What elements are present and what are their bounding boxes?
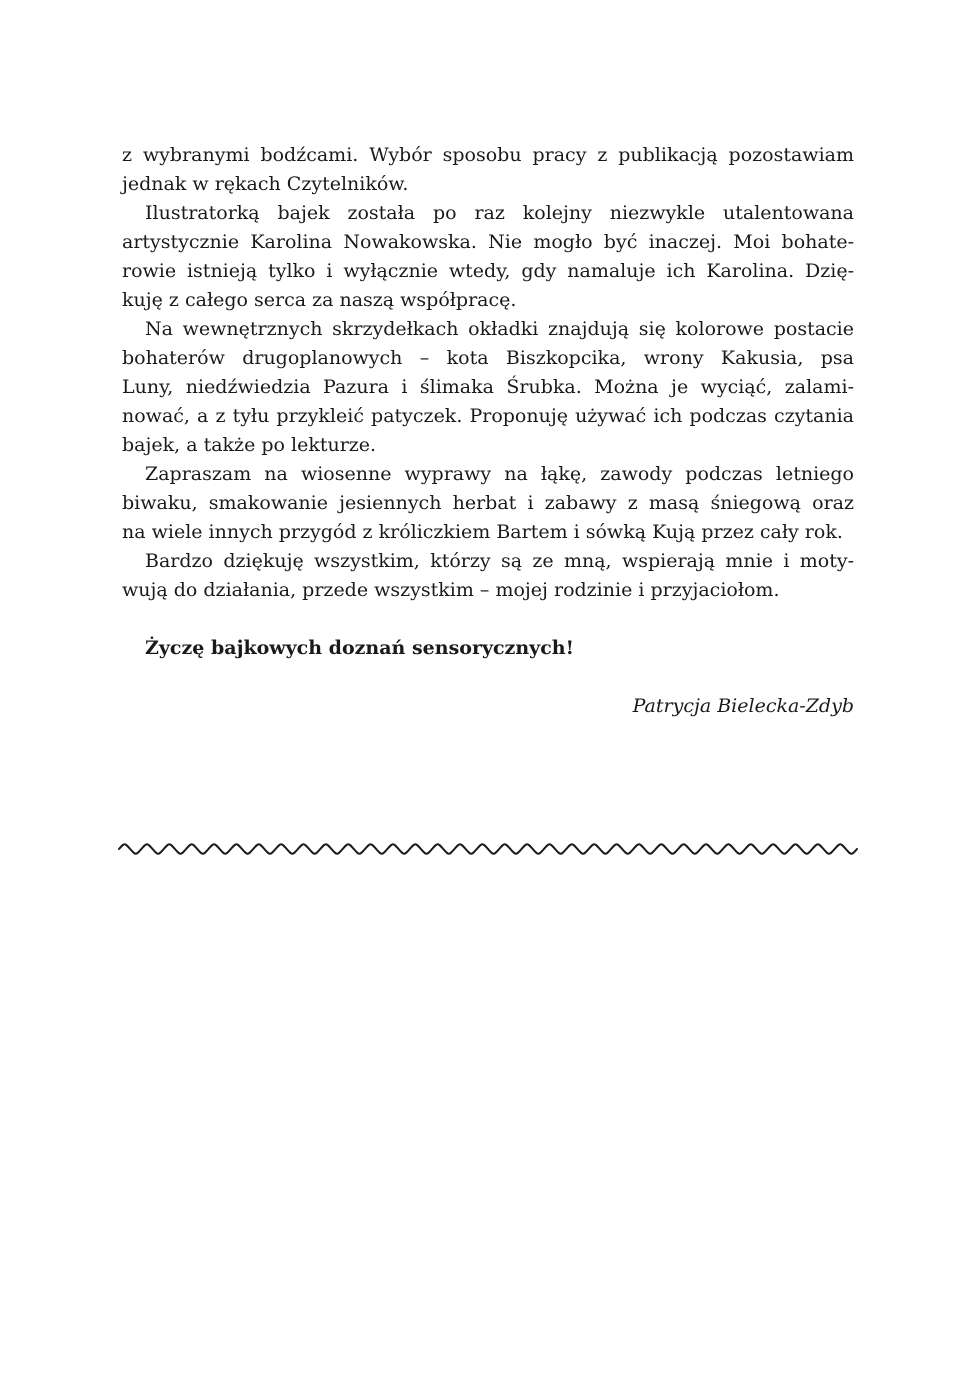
author-signature: Patrycja Bielecka-Zdyb bbox=[632, 695, 854, 717]
text-line: rowie istnieją tylko i wyłącznie wtedy, gdy namaluje ich Karolina. Dzię- bbox=[122, 260, 854, 282]
text-line: bajek, a także po lekturze. bbox=[122, 434, 377, 456]
text-line: Ilustratorką bajek została po raz kolejny niezwykle utalentowana bbox=[145, 202, 854, 224]
paragraph-spacer bbox=[122, 605, 854, 634]
text-line: jednak w rękach Czytelników. bbox=[122, 173, 409, 195]
text-line: biwaku, smakowanie jesiennych herbat i zabawy z masą śniegową oraz bbox=[122, 492, 854, 514]
text-line: Bardzo dziękuję wszystkim, którzy są ze mną, wspierają mnie i moty- bbox=[145, 550, 854, 572]
text-line: kuję z całego serca za naszą współpracę. bbox=[122, 289, 517, 311]
text-line: nować, a z tyłu przykleić patyczek. Proponuję używać ich podczas czytania bbox=[122, 405, 854, 427]
text-line: artystycznie Karolina Nowakowska. Nie mogło być inaczej. Moi bohate- bbox=[122, 231, 854, 253]
text-line: z wybranymi bodźcami. Wybór sposobu pracy z publikacją pozostawiam bbox=[122, 144, 854, 166]
paragraph-spacer bbox=[122, 663, 854, 692]
wavy-divider bbox=[118, 842, 858, 856]
text-line: Zapraszam na wiosenne wyprawy na łąkę, zawody podczas letniego bbox=[145, 463, 854, 485]
text-line: wują do działania, przede wszystkim – mojej rodzinie i przyjaciołom. bbox=[122, 579, 780, 601]
text-line: na wiele innych przygód z króliczkiem Bartem i sówką Kują przez cały rok. bbox=[122, 521, 843, 543]
text-line: Luny, niedźwiedzia Pazura i ślimaka Śrubka. Można je wyciąć, zalami- bbox=[122, 376, 854, 398]
body-text bbox=[122, 141, 854, 721]
text-line: Na wewnętrznych skrzydełkach okładki znajdują się kolorowe postacie bbox=[145, 318, 854, 340]
closing-wish: Życzę bajkowych doznań sensorycznych! bbox=[145, 637, 574, 659]
text-line: bohaterów drugoplanowych – kota Biszkopcika, wrony Kakusia, psa bbox=[122, 347, 854, 369]
